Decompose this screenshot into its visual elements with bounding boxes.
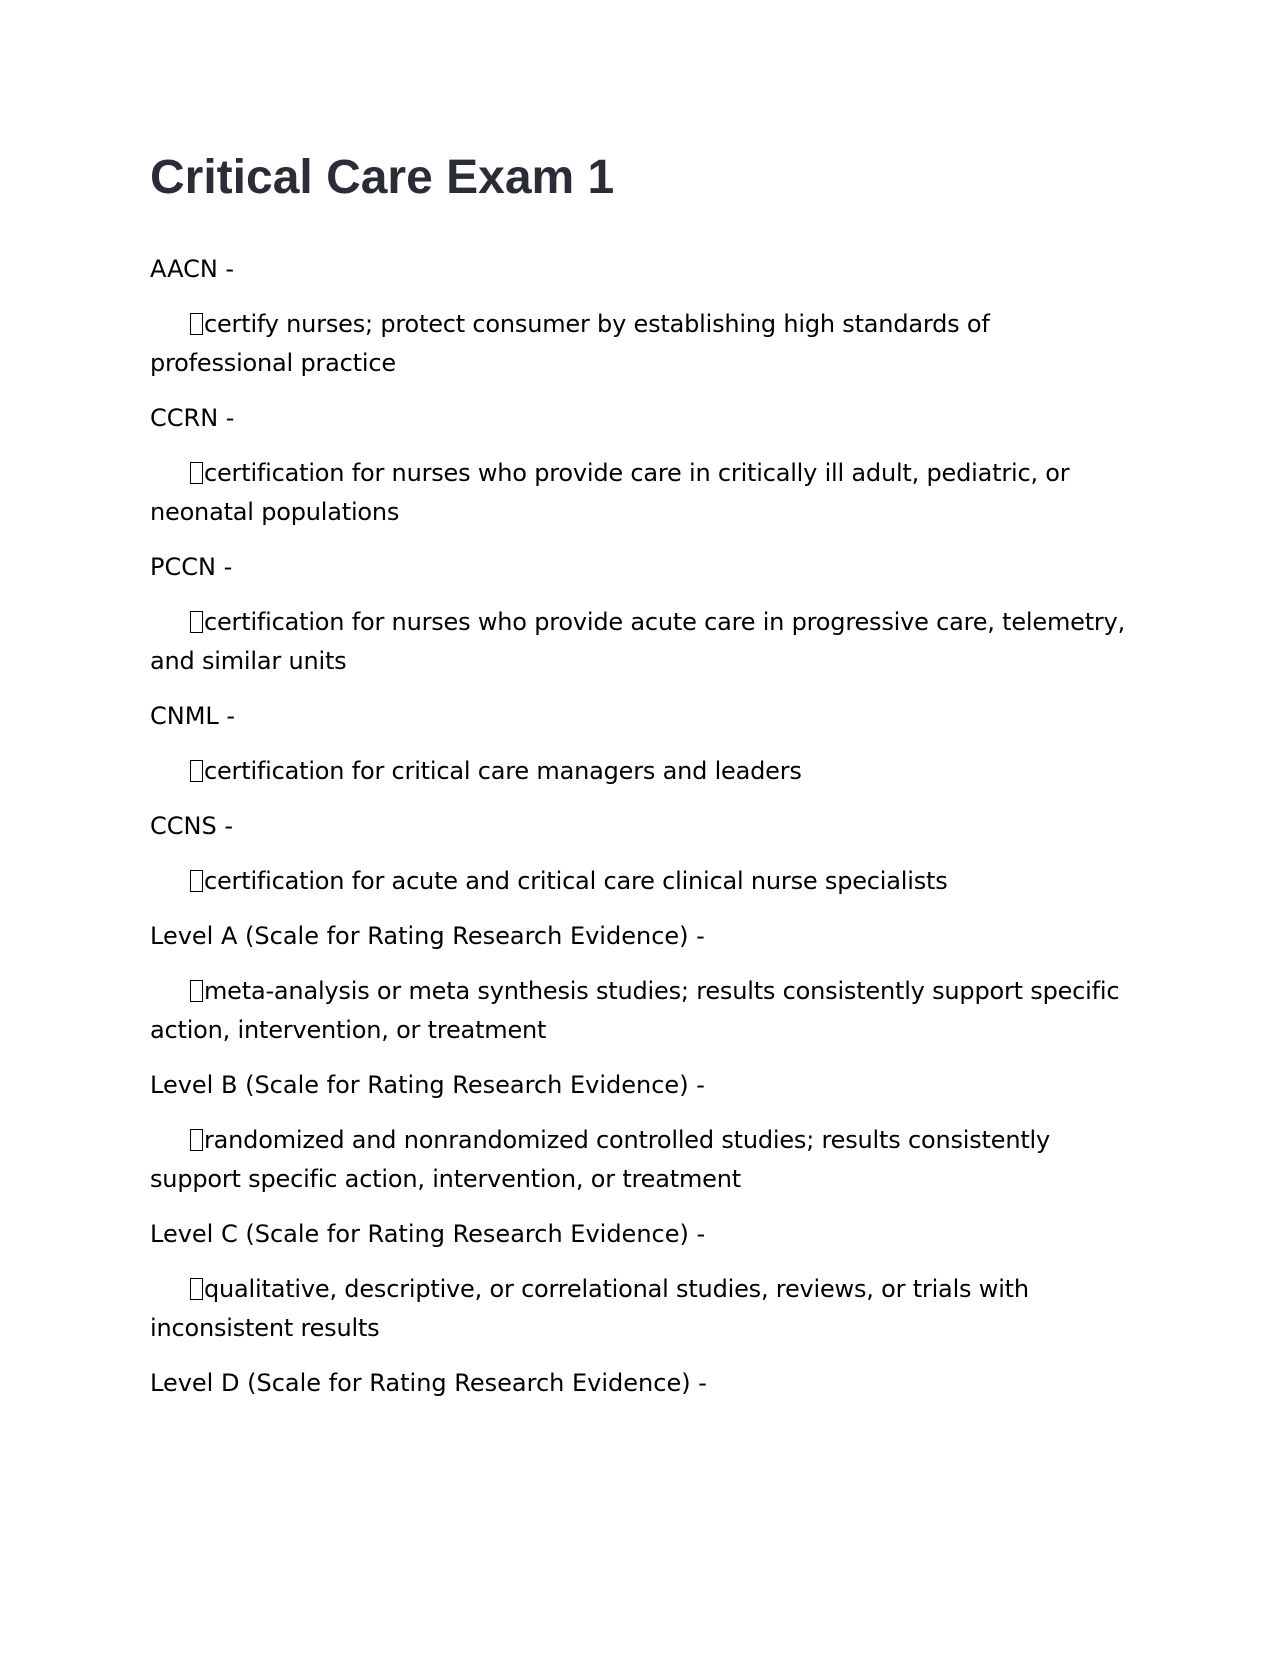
missing-glyph-box-icon xyxy=(190,1129,203,1151)
definition-text: qualitative, descriptive, or correlational studies, reviews, or trials with inconsistent results xyxy=(150,1275,1029,1343)
term-text: CNML - xyxy=(150,702,236,731)
term-text: CCNS - xyxy=(150,812,233,841)
definition-paragraph xyxy=(150,862,1130,901)
definition-paragraph xyxy=(150,752,1130,791)
flashcard-entry xyxy=(150,697,1130,791)
term-text: Level B (Scale for Rating Research Evidence) - xyxy=(150,1071,705,1100)
flashcard-entry xyxy=(150,548,1130,681)
term-text: Level D (Scale for Rating Research Evidence) - xyxy=(150,1369,707,1398)
term-text: PCCN - xyxy=(150,553,233,582)
document-title: Critical Care Exam 1 xyxy=(150,151,615,204)
definition-text: certification for nurses who provide acute care in progressive care, telemetry, and similar units xyxy=(150,608,1126,676)
flashcard-entry xyxy=(150,250,1130,383)
term-text: Level A (Scale for Rating Research Evidence) - xyxy=(150,922,705,951)
definition-text: certify nurses; protect consumer by establishing high standards of professional practice xyxy=(150,310,990,378)
flashcard-list xyxy=(150,250,1130,1403)
definition-text: certification for nurses who provide care in critically ill adult, pediatric, or neonatal populations xyxy=(150,459,1070,527)
flashcard-entry xyxy=(150,1215,1130,1348)
missing-glyph-box-icon xyxy=(190,870,203,892)
definition-text: meta-analysis or meta synthesis studies; results consistently support specific action, intervention, or treatment xyxy=(150,977,1120,1045)
definition-paragraph xyxy=(150,305,1130,383)
term-text: Level C (Scale for Rating Research Evidence) - xyxy=(150,1220,706,1249)
missing-glyph-box-icon xyxy=(190,760,203,782)
definition-paragraph xyxy=(150,454,1130,532)
flashcard-entry xyxy=(150,1364,1130,1403)
term-text: AACN - xyxy=(150,255,235,284)
missing-glyph-box-icon xyxy=(190,1278,203,1300)
document-page xyxy=(150,150,1130,1419)
flashcard-entry xyxy=(150,917,1130,1050)
flashcard-entry xyxy=(150,399,1130,532)
definition-paragraph xyxy=(150,603,1130,681)
flashcard-entry xyxy=(150,1066,1130,1199)
definition-text: certification for critical care managers and leaders xyxy=(204,757,802,786)
missing-glyph-box-icon xyxy=(190,980,203,1002)
definition-paragraph xyxy=(150,972,1130,1050)
missing-glyph-box-icon xyxy=(190,611,203,633)
flashcard-entry xyxy=(150,807,1130,901)
missing-glyph-box-icon xyxy=(190,462,203,484)
definition-paragraph xyxy=(150,1121,1130,1199)
definition-text: certification for acute and critical care clinical nurse specialists xyxy=(204,867,948,896)
definition-text: randomized and nonrandomized controlled studies; results consistently support specific action, intervention, or treatment xyxy=(150,1126,1051,1194)
term-text: CCRN - xyxy=(150,404,235,433)
definition-paragraph xyxy=(150,1270,1130,1348)
missing-glyph-box-icon xyxy=(190,313,203,335)
